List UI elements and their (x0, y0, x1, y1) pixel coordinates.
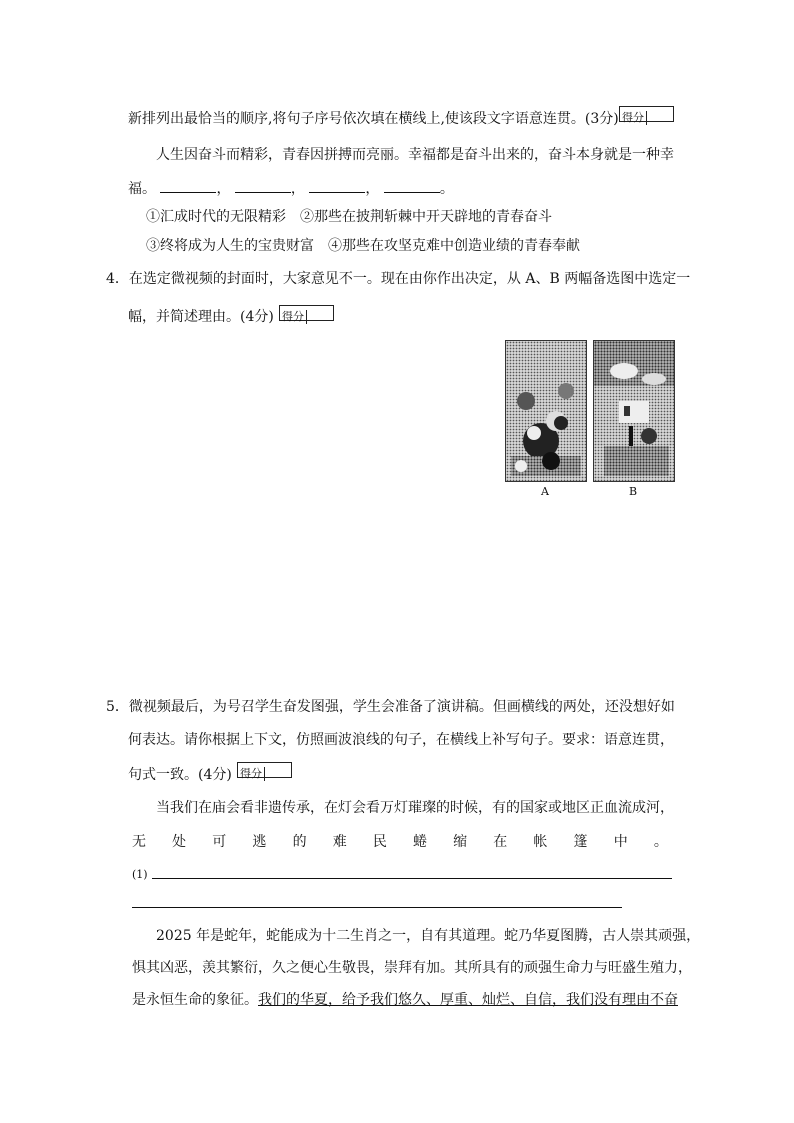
cover-image-b-graphic (594, 341, 674, 481)
q5-passage-line-1: 当我们在庙会看非遗传承，在灯会看万灯璀璨的时候，有的国家或地区正血流成河， (156, 800, 674, 816)
snake-line-1: 2025 年是蛇年，蛇能成为十二生肖之一，自有其道理。蛇乃华夏图腾，古人崇其顽强， (156, 928, 701, 944)
q3-passage-text: 福。 (128, 181, 156, 197)
char: 缩 (453, 834, 468, 850)
snake-line-3 (132, 991, 678, 1009)
underlined-sentence: 我们的华夏，给予我们悠久、厚重、灿烂、自信，我们没有理由不奋 (258, 992, 678, 1008)
period: 。 (439, 181, 454, 197)
q3-passage-line-2 (128, 178, 454, 198)
char: 难 (332, 834, 347, 850)
q4-line-2: 幅，并简述理由。(4分) (128, 309, 274, 325)
char: 帐 (533, 834, 548, 850)
answer-blank-4[interactable] (384, 178, 440, 193)
q3-options-line-2: ③终将成为人生的宝贵财富 ④那些在攻坚克难中创造业绩的青春奉献 (146, 238, 580, 254)
score-label: 得分 (238, 767, 265, 781)
score-box-q4[interactable] (279, 305, 334, 321)
char: 在 (493, 834, 508, 850)
q3-passage-line-1: 人生因奋斗而精彩，青春因拼搏而亮丽。幸福都是奋斗出来的，奋斗本身就是一种幸 (156, 147, 674, 163)
cover-image-a[interactable] (505, 340, 587, 482)
caption-a: A (541, 485, 549, 498)
snake-line-2: 惧其凶恶，羡其繁衍，久之便心生敬畏，崇拜有加。其所具有的顽强生命力与旺盛生殖力， (132, 960, 692, 976)
char: 处 (172, 834, 187, 850)
char: 中 (613, 834, 628, 850)
q5-passage-line-2 (132, 831, 668, 851)
snake-text: 是永恒生命的象征。 (132, 992, 258, 1008)
score-box-q5[interactable] (237, 762, 292, 778)
q5-line-2: 何表达。请你根据上下文，仿照画波浪线的句子，在横线上补写句子。要求：语意连贯， (128, 732, 674, 748)
char: 可 (212, 834, 227, 850)
char: 民 (372, 834, 387, 850)
comma: ， (365, 181, 380, 197)
q3-instruction-text: 新排列出最恰当的顺序,将句子序号依次填在横线上,使该段文字语意连贯。(3分) (128, 111, 619, 127)
answer-line-2[interactable] (132, 907, 622, 908)
q3-instruction (128, 110, 619, 128)
answer-blank-3[interactable] (309, 178, 365, 193)
char: 。 (653, 834, 668, 850)
score-box-q3[interactable] (619, 106, 674, 122)
answer-line-1[interactable] (152, 878, 672, 879)
answer-blank-1[interactable] (160, 178, 216, 193)
cover-image-a-graphic (506, 341, 586, 481)
score-input[interactable] (307, 306, 333, 320)
q4-line-1: 4．在选定微视频的封面时，大家意见不一。现在由你作出决定，从 A、B 两幅备选图中选定一 (106, 271, 691, 287)
comma: ， (290, 181, 305, 197)
blank-1-label: (1) (132, 868, 148, 881)
q3-options-line-1: ①汇成时代的无限精彩 ②那些在披荆斩棘中开天辟地的青春奋斗 (146, 209, 552, 225)
score-input[interactable] (647, 107, 673, 121)
char: 篷 (573, 834, 588, 850)
score-input[interactable] (265, 763, 291, 777)
char: 蜷 (412, 834, 427, 850)
caption-b: B (628, 485, 638, 498)
char: 逃 (252, 834, 267, 850)
answer-blank-2[interactable] (235, 178, 291, 193)
comma: ， (216, 181, 231, 197)
score-label: 得分 (620, 111, 647, 125)
q5-line-3: 句式一致。(4分) (128, 767, 232, 783)
char: 的 (292, 834, 307, 850)
q5-line-1: 5．微视频最后，为号召学生奋发图强，学生会准备了演讲稿。但画横线的两处，还没想好如 (106, 699, 675, 715)
score-label: 得分 (280, 310, 307, 324)
cover-image-b[interactable] (593, 340, 675, 482)
char: 无 (132, 834, 146, 850)
